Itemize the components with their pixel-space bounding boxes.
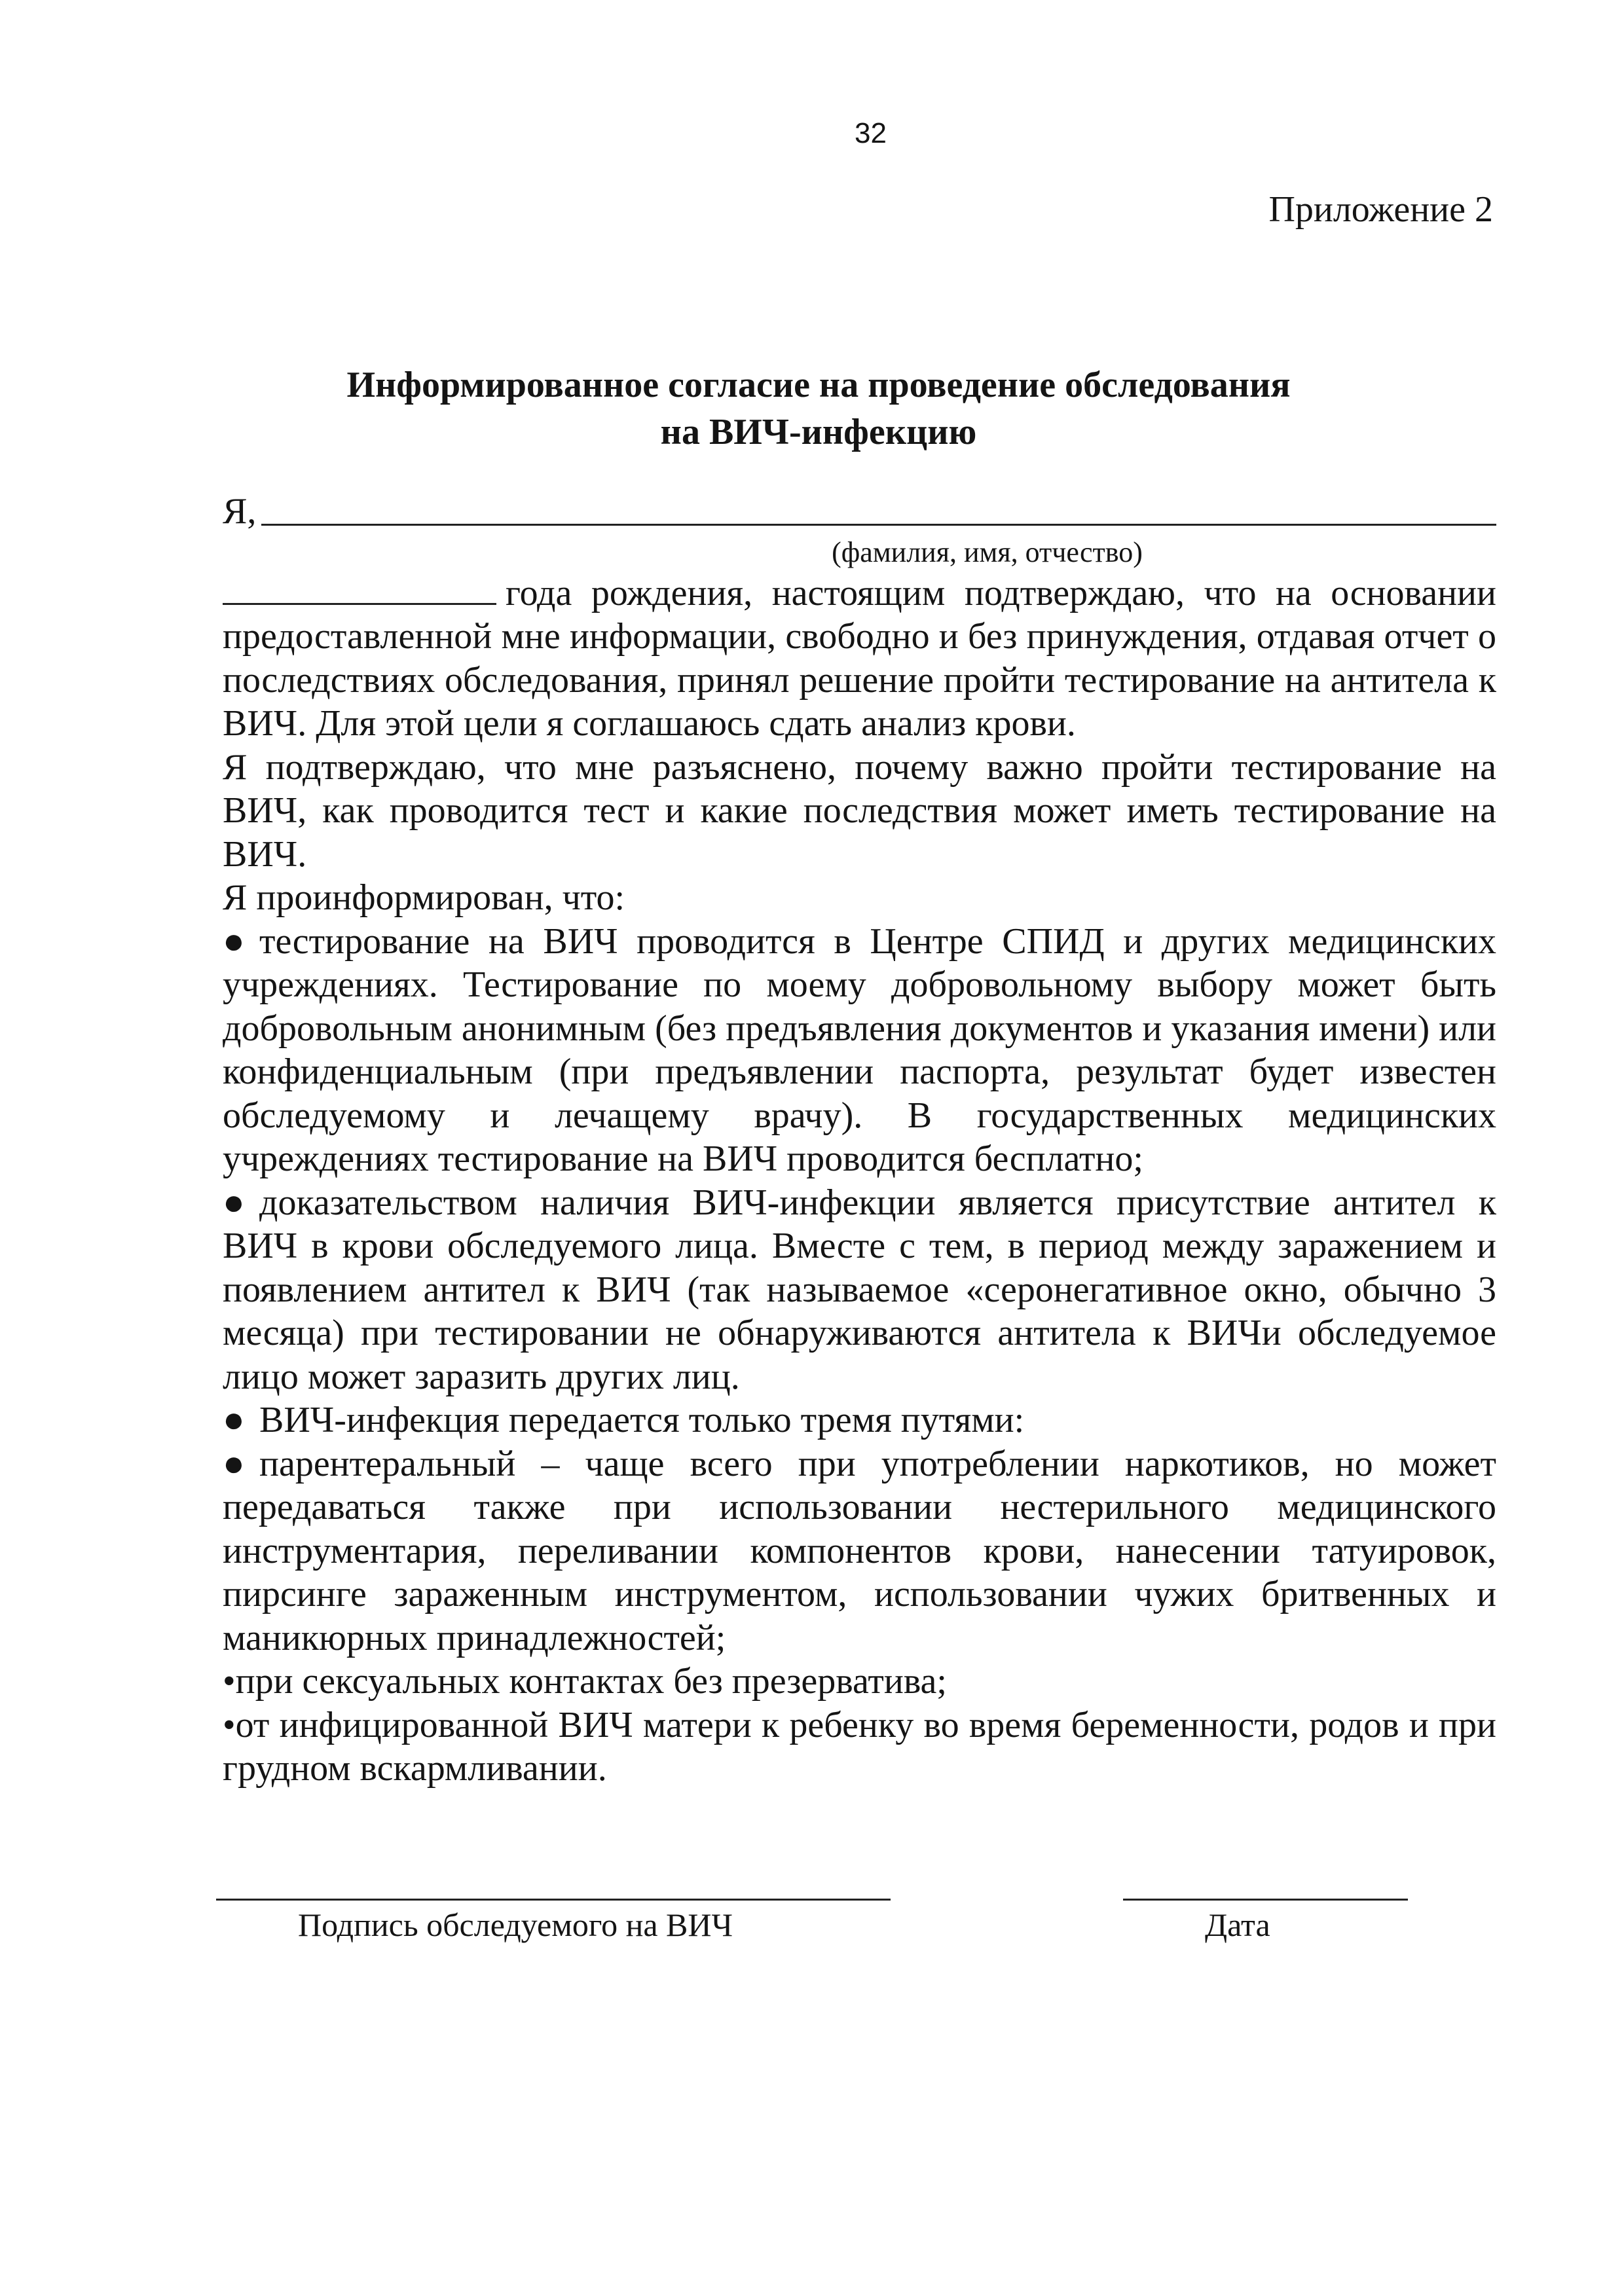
document-body (223, 490, 1496, 1791)
title-line-1: Информированное согласие на проведение обследования (346, 365, 1291, 405)
name-prefix: Я, (223, 491, 257, 532)
bullet-marker: ● (223, 920, 245, 962)
bullet-item (223, 1660, 1496, 1704)
name-line (223, 490, 1496, 534)
bullet-marker: ● (223, 1400, 245, 1440)
page-number: 32 (855, 117, 887, 149)
bullet-marker: • (223, 1661, 236, 1702)
bullet-text: при сексуальных контактах без презерватива; (235, 1661, 947, 1702)
date-caption: Дата (1205, 1906, 1270, 1943)
document-title (229, 361, 1408, 456)
bullet-item (223, 1704, 1496, 1791)
birth-year-blank-field[interactable] (223, 577, 496, 605)
bullet-marker: • (223, 1704, 236, 1745)
bullet-item (223, 1398, 1496, 1442)
paragraph-3: Я проинформирован, что: (223, 877, 625, 918)
name-blank-field[interactable] (261, 491, 1496, 526)
bullet-item (223, 920, 1496, 1181)
appendix-label: Приложение 2 (1268, 189, 1493, 230)
bullet-marker: ● (223, 1443, 245, 1484)
signature-caption: Подпись обследуемого на ВИЧ (298, 1906, 733, 1943)
name-hint: (фамилия, имя, отчество) (832, 536, 1143, 568)
bullet-text: тестирование на ВИЧ проводится в Центре СПИД и других медицинских учреждениях. Тестирование по моему добровольному выбору может быть добровольным анонимным (без предъявления документов и указания имени) или конфиденциальным (при предъявлении паспорта, результат будет известен обследуемому и лечащему врачу). В государственных медицинских учреждениях тестирование на ВИЧ проводится бесплатно; (223, 920, 1496, 1179)
paragraph-1-text: года рождения, настоящим подтверждаю, что на основании предоставленной мне информации, свободно и без принуждения, отдавая отчет о последствиях обследования, принял решение пройти тестирование на антитела к ВИЧ. Для этой цели я соглашаюсь сдать анализ крови. (223, 572, 1496, 744)
bullet-item (223, 1442, 1496, 1660)
bullet-text: доказательством наличия ВИЧ-инфекции является присутствие антител к ВИЧ в крови обследуемого лица. Вместе с тем, в период между заражением и появлением антител к ВИЧ (так называемое «серонегативное окно, обычно 3 месяца) при тестировании не обнаруживаются антитела к ВИЧи обследуемое лицо может заразить других лиц. (223, 1182, 1496, 1397)
bullet-item (223, 1181, 1496, 1399)
paragraph-birth-year (223, 572, 1496, 746)
bullet-text: от инфицированной ВИЧ матери к ребенку во время беременности, родов и при грудном вскармливании. (223, 1704, 1496, 1789)
bullet-text: ВИЧ-инфекция передается только тремя путями: (259, 1400, 1025, 1440)
paragraph-2: Я подтверждаю, что мне разъяснено, почему важно пройти тестирование на ВИЧ, как проводится тест и какие последствия может иметь тестирование на ВИЧ. (223, 746, 1496, 875)
title-line-2: на ВИЧ-инфекцию (660, 412, 977, 452)
bullet-marker: ● (223, 1182, 245, 1223)
bullet-text: парентеральный – чаще всего при употреблении наркотиков, но может передаваться также при использовании нестерильного медицинского инструментария, переливании компонентов крови, нанесении татуировок, пирсинге зараженным инструментом, использовании чужих бритвенных и маникюрных принадлежностей; (223, 1443, 1496, 1658)
signature-line[interactable] (216, 1899, 891, 1901)
date-line[interactable] (1123, 1899, 1408, 1901)
